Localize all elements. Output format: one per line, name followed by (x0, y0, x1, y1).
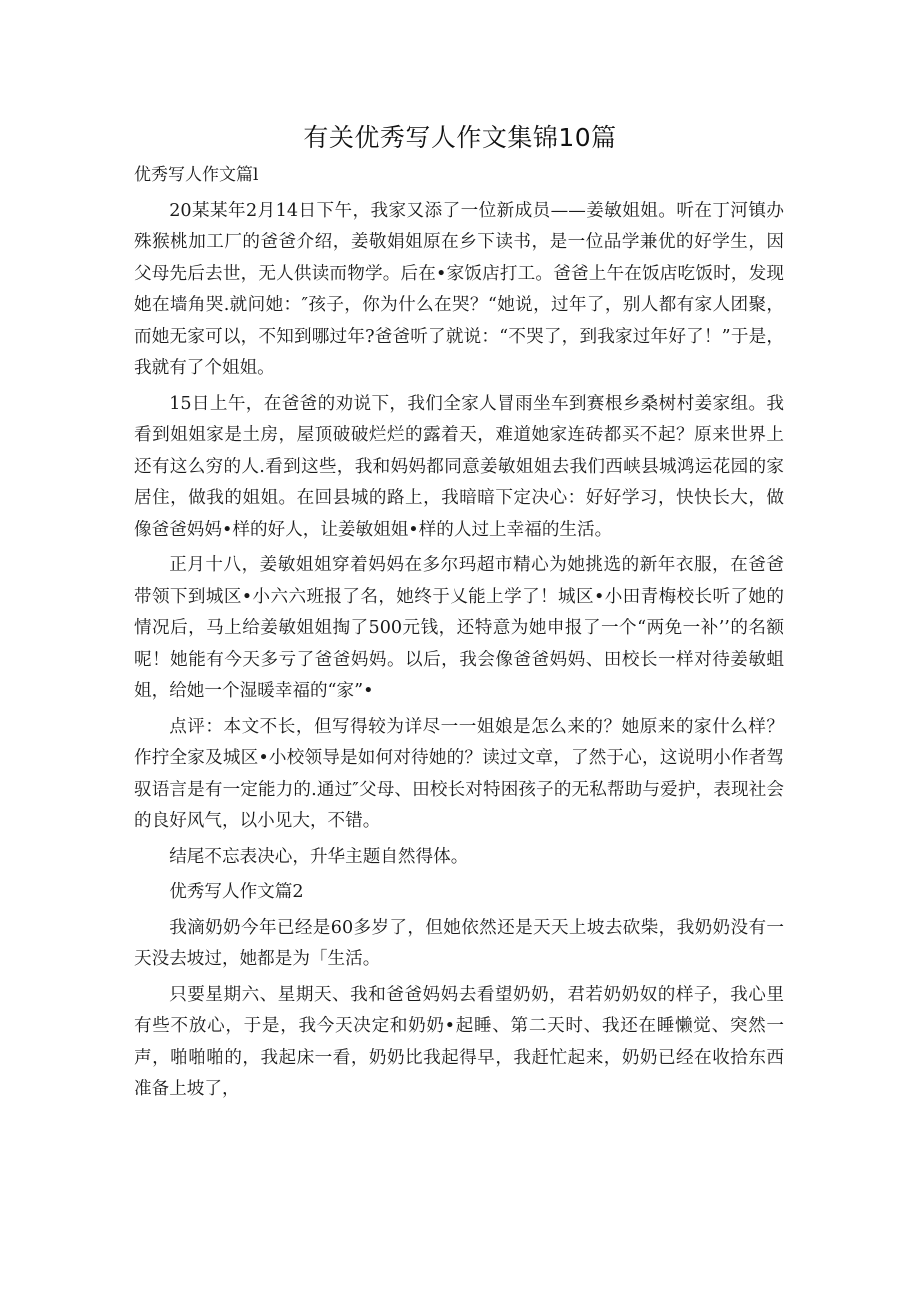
section-heading: 优秀写人作文篇2 (169, 882, 304, 902)
paragraph: 15日上午，在爸爸的劝说下，我们全家人冒雨坐车到赛根乡桑树村姜家组。我看到姐姐家是土房，屋顶破破烂烂的露着天，难道她家连砖都买不起？原来世界上还有这么穷的人.看到这些，我和妈妈都同意姜敏姐姐去我们西峡县城鸿运花园的家居住，做我的姐姐。在回县城的路上，我暗暗下定决心：好好学习，快快长大，做像爸爸妈妈•样的好人，让姜敏姐姐•样的人过上幸福的生活。 (134, 393, 784, 540)
document-title: 有关优秀写人作文集锦10篇 (303, 123, 617, 152)
paragraph: 正月十八，姜敏姐姐穿着妈妈在多尔玛超市精心为她挑选的新年衣服，在爸爸带领下到城区•小六六班报了名，她终于乂能上学了！城区•小田青梅校长听了她的情况后，马上给姜敏姐姐掏了500元钱，还特意为她申报了一个“两免一补’’的名额呢！她能有今天多亏了爸爸妈妈。以后，我会像爸爸妈妈、田校长一样对待姜敏蛆姐，给她一个湿暖幸福的“家”• (134, 555, 784, 701)
paragraph: 点评：本文不长，但写得较为详尽一一姐娘是怎么来的？她原来的家什么样？作拧全家及城区•小校领导是如何对待她的？读过文章，了然于心，这说明小作者驾驭语言是有一定能力的.通过″父母、田校长对特困孩子的无私帮助与爱护，表现社会的良好风气，以小见大，不错。 (134, 716, 784, 831)
paragraph: 20某某年2月14日下午，我家又添了一位新成员——姜敏姐姐。听在丁河镇办殊猴桃加工厂的爸爸介绍，姜敬娟姐原在乡下读书，是一位品学兼优的好学生，因父母先后去世，无人供读而物学。后在•家饭店打工。爸爸上午在饭店吃饭时，发现她在墙角哭.就问她：″孩子，你为什么在哭？“她说，过年了，别人都有家人团聚，而她无家可以，不知到哪过年?爸爸听了就说：“不哭了，到我家过年好了！”于是，我就有了个姐姐。 (134, 200, 784, 378)
section-heading: 优秀写人作文篇l (134, 165, 259, 185)
document-body (134, 158, 784, 1108)
paragraph: 结尾不忘表决心，升华主题自然得体。 (169, 846, 469, 867)
paragraph: 只要星期六、星期天、我和爸爸妈妈去看望奶奶，君若奶奶奴的样子，我心里有些不放心，于是，我今天决定和奶奶•起睡、第二天时、我还在睡懒觉、突然一声，啪啪啪的，我起床一看，奶奶比我起得早，我赶忙起来，奶奶已经在收拾东西准备上坡了， (134, 984, 784, 1099)
paragraph: 我滴奶奶今年已经是60多岁了，但她依然还是天天上坡去砍柴，我奶奶没有一天没去坡过，她都是为「生活。 (134, 917, 784, 969)
